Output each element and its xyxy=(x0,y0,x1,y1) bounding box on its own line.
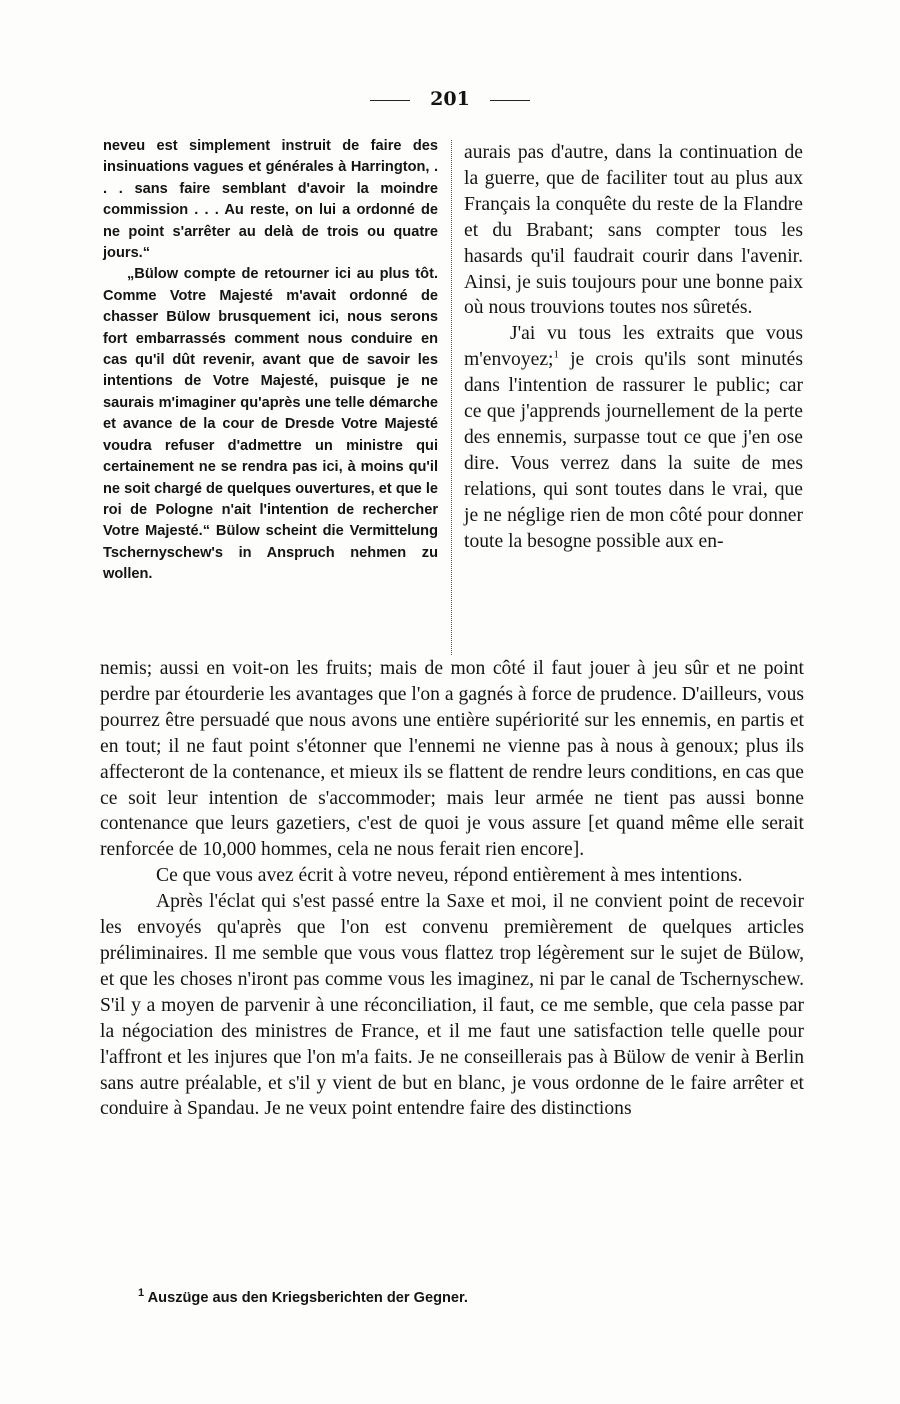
body-paragraph: nemis; aussi en voit-on les fruits; mais de mon côté il faut jouer à jeu sûr et ne point perdre par étourderie les avantages que l'on a gagnés à force de prudence. D'ailleurs, vous pourrez être persuadé que nous avons une entière supériorité sur les ennemis, en partis et en tout; il ne faut point s'étonner que l'ennemi ne vienne pas à nous à genoux; plus ils affecteront de la contenance, et mieux ils se flattent de rendre leurs conditions, en cas que ce soit leur intention de s'accommoder; mais leur armée ne tient pas aussi bonne contenance que leurs gazetiers, c'est de quoi je vous assure [et quand même elle serait renforcée de 10,000 hommes, cela ne nous ferait rien encore]. xyxy=(100,658,804,861)
right-paragraph-text: je crois qu'ils sont minutés dans l'intention de rassurer le public; car ce que j'apprends journellement de la perte des ennemis, surpasse tout ce que j'en ose dire. Vous verrez dans la suite de mes relations, qui sont toutes dans le vrai, que je ne néglige rien de mon côté pour donner toute la besogne possible aux en- xyxy=(464,349,803,552)
right-paragraph xyxy=(464,321,803,554)
main-body-text xyxy=(100,656,804,1122)
page-number: 201 xyxy=(430,88,470,110)
header-rule-left xyxy=(370,100,410,101)
right-paragraph: aurais pas d'autre, dans la continuation de la guerre, que de faciliter tout au plus aux Français la conquête du reste de la Flandre et du Brabant; sans compter tous les hasards qu'il faudrait courir dans l'avenir. Ainsi, je suis toujours pour une bonne paix où nous trouvions toutes nos sûretés. xyxy=(464,142,803,319)
right-column-text xyxy=(464,140,803,555)
left-paragraph: „Bülow compte de retourner ici au plus tôt. Comme Votre Majesté m'avait ordonné de chasser Bülow brusquement ici, nous serons fort embarrassés comment nous conduire en cas qu'il dût revenir, avant que de savoir les intentions de Votre Majesté, puisque je ne saurais m'imaginer qu'après une telle démarche et avance de la cour de Dresde Votre Majesté voudra refuser d'admettre un ministre qui certainement ne se rendra pas ici, à moins qu'il ne soit chargé de quelques ouvertures, et que le roi de Pologne n'ait l'intention de rechercher Votre Majesté.“ Bülow scheint die Vermittelung Tschernyschew's in Anspruch nehmen zu wollen. xyxy=(103,266,438,583)
footnote-text: Auszüge aus den Kriegsberichten der Gegner. xyxy=(147,1290,468,1306)
footnote-mark: 1 xyxy=(138,1287,145,1300)
footnote-reference: 1 xyxy=(553,348,559,361)
right-paragraph-text: J'ai vu tous les extraits que vous m'envoyez; xyxy=(464,323,803,371)
body-paragraph: Ce que vous avez écrit à votre neveu, répond entièrement à mes intentions. xyxy=(156,865,743,887)
page-header xyxy=(0,88,900,110)
column-divider xyxy=(451,140,452,655)
left-column-quote xyxy=(103,136,438,586)
left-paragraph: neveu est simplement instruit de faire des insinuations vagues et générales à Harrington, . . . sans faire semblant d'avoir la moindre commission . . . Au reste, on lui a ordonné de ne point s'arrêter au delà de trois ou quatre jours.“ xyxy=(103,138,438,262)
header-rule-right xyxy=(490,100,530,101)
footnote xyxy=(138,1287,798,1306)
body-paragraph: Après l'éclat qui s'est passé entre la Saxe et moi, il ne convient point de recevoir les envoyés qu'après que l'on est convenu premièrement de quelques articles préliminaires. Il me semble que vous vous flattez trop légèrement sur le sujet de Bülow, et que les choses n'iront pas comme vous les imaginez, ni par le canal de Tschernyschew. S'il y a moyen de parvenir à une réconciliation, il faut, ce me semble, que cela passe par la négociation des ministres de France, et il me faut une satisfaction telle quelle pour l'affront et les injures que l'on m'a faits. Je ne conseillerais pas à Bülow de venir à Berlin sans autre préalable, et s'il y vient de but en blanc, je vous ordonne de le faire arrêter et conduire à Spandau. Je ne veux point entendre faire des distinctions xyxy=(100,891,804,1120)
